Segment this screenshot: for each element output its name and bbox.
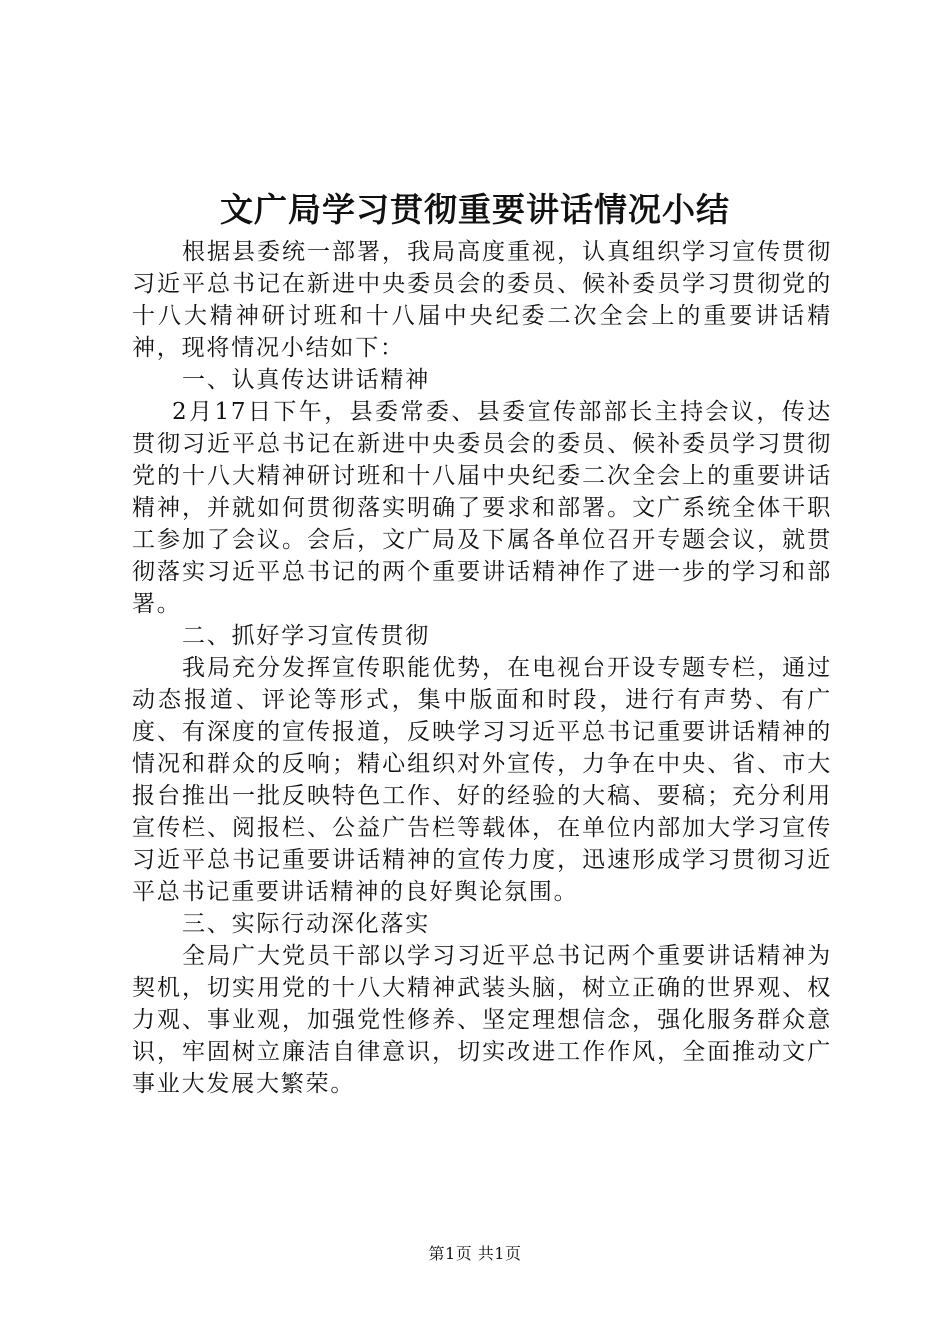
page-number-footer: 第1页 共1页: [428, 1244, 522, 1263]
document-body: [132, 236, 832, 1100]
section-heading-2: 二、抓好学习宣传贯彻: [182, 623, 430, 649]
section-heading-1: 一、认真传达讲话精神: [182, 367, 430, 393]
section-heading-3: 三、实际行动深化落实: [182, 911, 430, 937]
document-title: 文广局学习贯彻重要讲话情况小结: [220, 190, 730, 229]
section-body-3: 全局广大党员干部以学习习近平总书记两个重要讲话精神为契机，切实用党的十八大精神武装头脑，树立正确的世界观、权力观、事业观，加强党性修养、坚定理想信念，强化服务群众意识，牢固树立廉洁自律意识，切实改进工作作风，全面推动文广事业大发展大繁荣。: [132, 943, 832, 1097]
intro-paragraph: 根据县委统一部署，我局高度重视，认真组织学习宣传贯彻习近平总书记在新进中央委员会的委员、候补委员学习贯彻党的十八大精神研讨班和十八届中央纪委二次全会上的重要讲话精神，现将情况小结如下：: [132, 239, 832, 361]
section-body-2: 我局充分发挥宣传职能优势，在电视台开设专题专栏，通过动态报道、评论等形式，集中版面和时段，进行有声势、有广度、有深度的宣传报道，反映学习习近平总书记重要讲话精神的情况和群众的反响；精心组织对外宣传，力争在中央、省、市大报台推出一批反映特色工作、好的经验的大稿、要稿；充分利用宣传栏、阅报栏、公益广告栏等载体，在单位内部加大学习宣传习近平总书记重要讲话精神的宣传力度，迅速形成学习贯彻习近平总书记重要讲话精神的良好舆论氛围。: [132, 655, 832, 905]
section-body-1: 2月17日下午，县委常委、县委宣传部部长主持会议，传达贯彻习近平总书记在新进中央委员会的委员、候补委员学习贯彻党的十八大精神研讨班和十八届中央纪委二次全会上的重要讲话精神，并就如何贯彻落实明确了要求和部署。文广系统全体干职工参加了会议。会后，文广局及下属各单位召开专题会议，就贯彻落实习近平总书记的两个重要讲话精神作了进一步的学习和部署。: [132, 399, 832, 617]
